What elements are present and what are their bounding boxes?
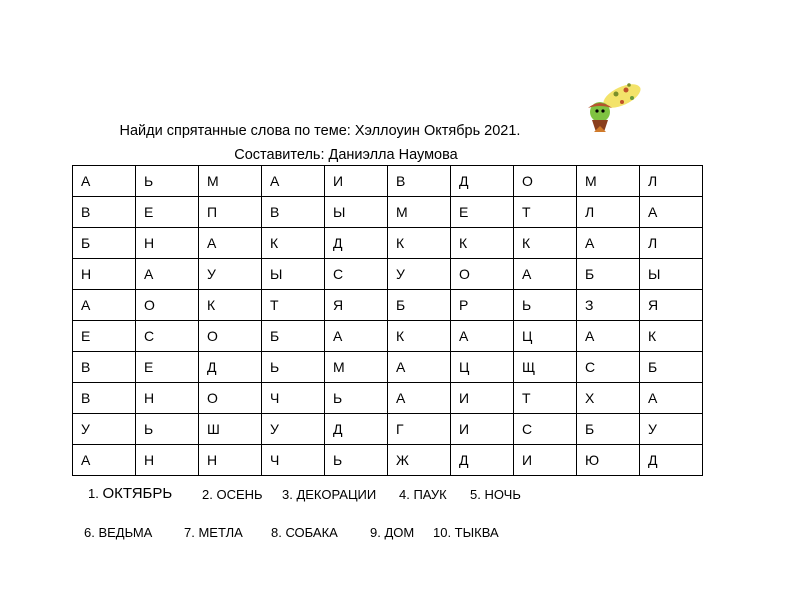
grid-cell: Т [262,290,325,321]
grid-cell: Ь [262,352,325,383]
grid-row [73,321,703,352]
grid-cell: Ь [136,414,199,445]
grid-cell: У [640,414,703,445]
grid-cell: Я [640,290,703,321]
word-search-grid [72,165,703,476]
grid-cell: К [262,228,325,259]
grid-cell: И [451,383,514,414]
grid-cell: А [388,383,451,414]
grid-cell: О [451,259,514,290]
grid-cell: А [451,321,514,352]
word-4: 4. ПАУК [399,487,447,502]
grid-cell: Ь [325,445,388,476]
grid-cell: А [640,197,703,228]
grid-cell: С [325,259,388,290]
grid-cell: Е [136,197,199,228]
grid-cell: А [73,290,136,321]
grid-cell: У [388,259,451,290]
grid-cell: У [262,414,325,445]
grid-cell: В [388,166,451,197]
grid-cell: С [577,352,640,383]
grid-cell: З [577,290,640,321]
grid-cell: К [640,321,703,352]
grid-row [73,197,703,228]
grid-cell: А [577,228,640,259]
grid-cell: А [73,166,136,197]
grid-cell: Ь [514,290,577,321]
grid-cell: А [577,321,640,352]
grid-row [73,259,703,290]
grid-cell: Ч [262,445,325,476]
witch-on-broom-icon [582,78,644,136]
grid-cell: Я [325,290,388,321]
grid-cell: В [73,352,136,383]
grid-cell: А [325,321,388,352]
word-9: 9. ДОМ [370,525,415,540]
grid-cell: В [262,197,325,228]
grid-cell: Н [73,259,136,290]
word-1-text: ОКТЯБРЬ [102,485,173,502]
word-10: 10. ТЫКВА [433,525,499,540]
grid-cell: Ы [262,259,325,290]
word-2: 2. ОСЕНЬ [202,487,263,502]
grid-cell: О [199,383,262,414]
grid-cell: Н [199,445,262,476]
grid-row [73,352,703,383]
grid-cell: Н [136,228,199,259]
grid-cell: В [73,197,136,228]
word-7: 7. МЕТЛА [184,525,243,540]
grid-cell: К [388,321,451,352]
grid-cell: К [451,228,514,259]
grid-cell: Ц [514,321,577,352]
grid-cell: Ь [136,166,199,197]
grid-cell: С [136,321,199,352]
grid-cell: Ы [325,197,388,228]
grid-cell: Т [514,197,577,228]
grid-cell: А [262,166,325,197]
grid-cell: С [514,414,577,445]
grid-cell: К [514,228,577,259]
grid-cell: А [199,228,262,259]
grid-row [73,414,703,445]
grid-cell: А [73,445,136,476]
grid-cell: Р [451,290,514,321]
grid-row [73,228,703,259]
grid-cell: Е [451,197,514,228]
grid-cell: Ы [640,259,703,290]
grid-cell: А [388,352,451,383]
grid-cell: О [199,321,262,352]
grid-cell: О [514,166,577,197]
puzzle-title: Найди спрятанные слова по теме: Хэллоуин Октябрь 2021. [119,123,521,139]
word-8: 8. СОБАКА [271,525,338,540]
grid-cell: А [514,259,577,290]
grid-cell: В [73,383,136,414]
grid-cell: Б [388,290,451,321]
grid-cell: Е [73,321,136,352]
grid-cell: И [451,414,514,445]
grid-cell: Л [640,166,703,197]
grid-cell: Б [262,321,325,352]
grid-cell: Б [640,352,703,383]
grid-cell: Г [388,414,451,445]
grid-cell: Ч [262,383,325,414]
grid-cell: У [199,259,262,290]
word-5: 5. НОЧЬ [470,487,521,502]
grid-cell: Д [640,445,703,476]
grid-cell: Е [136,352,199,383]
grid-cell: Б [577,259,640,290]
grid-cell: Ь [325,383,388,414]
grid-cell: Л [577,197,640,228]
grid-cell: О [136,290,199,321]
grid-cell: М [388,197,451,228]
grid-cell: У [73,414,136,445]
grid-cell: Щ [514,352,577,383]
word-3: 3. ДЕКОРАЦИИ [282,487,377,502]
grid-cell: Д [451,166,514,197]
grid-cell: Б [73,228,136,259]
grid-cell: Б [577,414,640,445]
puzzle-author: Составитель: Даниэлла Наумова [234,147,458,163]
grid-cell: Ц [451,352,514,383]
grid-cell: Н [136,383,199,414]
grid-cell: Д [199,352,262,383]
grid-cell: М [325,352,388,383]
word-1 [88,486,172,502]
grid-cell: Л [640,228,703,259]
grid-cell: А [640,383,703,414]
grid-cell: М [199,166,262,197]
word-1-number: 1. [88,486,99,501]
grid-cell: М [577,166,640,197]
grid-cell: Ж [388,445,451,476]
grid-cell: И [514,445,577,476]
grid-row [73,166,703,197]
grid-cell: Ш [199,414,262,445]
grid-cell: Д [325,414,388,445]
grid-cell: И [325,166,388,197]
grid-row [73,445,703,476]
grid-cell: Н [136,445,199,476]
word-6: 6. ВЕДЬМА [84,525,153,540]
grid-cell: Ю [577,445,640,476]
grid-cell: Х [577,383,640,414]
grid-row [73,290,703,321]
grid-cell: Д [451,445,514,476]
grid-cell: Т [514,383,577,414]
grid-cell: П [199,197,262,228]
grid-cell: К [199,290,262,321]
grid-cell: К [388,228,451,259]
grid-row [73,383,703,414]
grid-cell: Д [325,228,388,259]
grid-cell: А [136,259,199,290]
